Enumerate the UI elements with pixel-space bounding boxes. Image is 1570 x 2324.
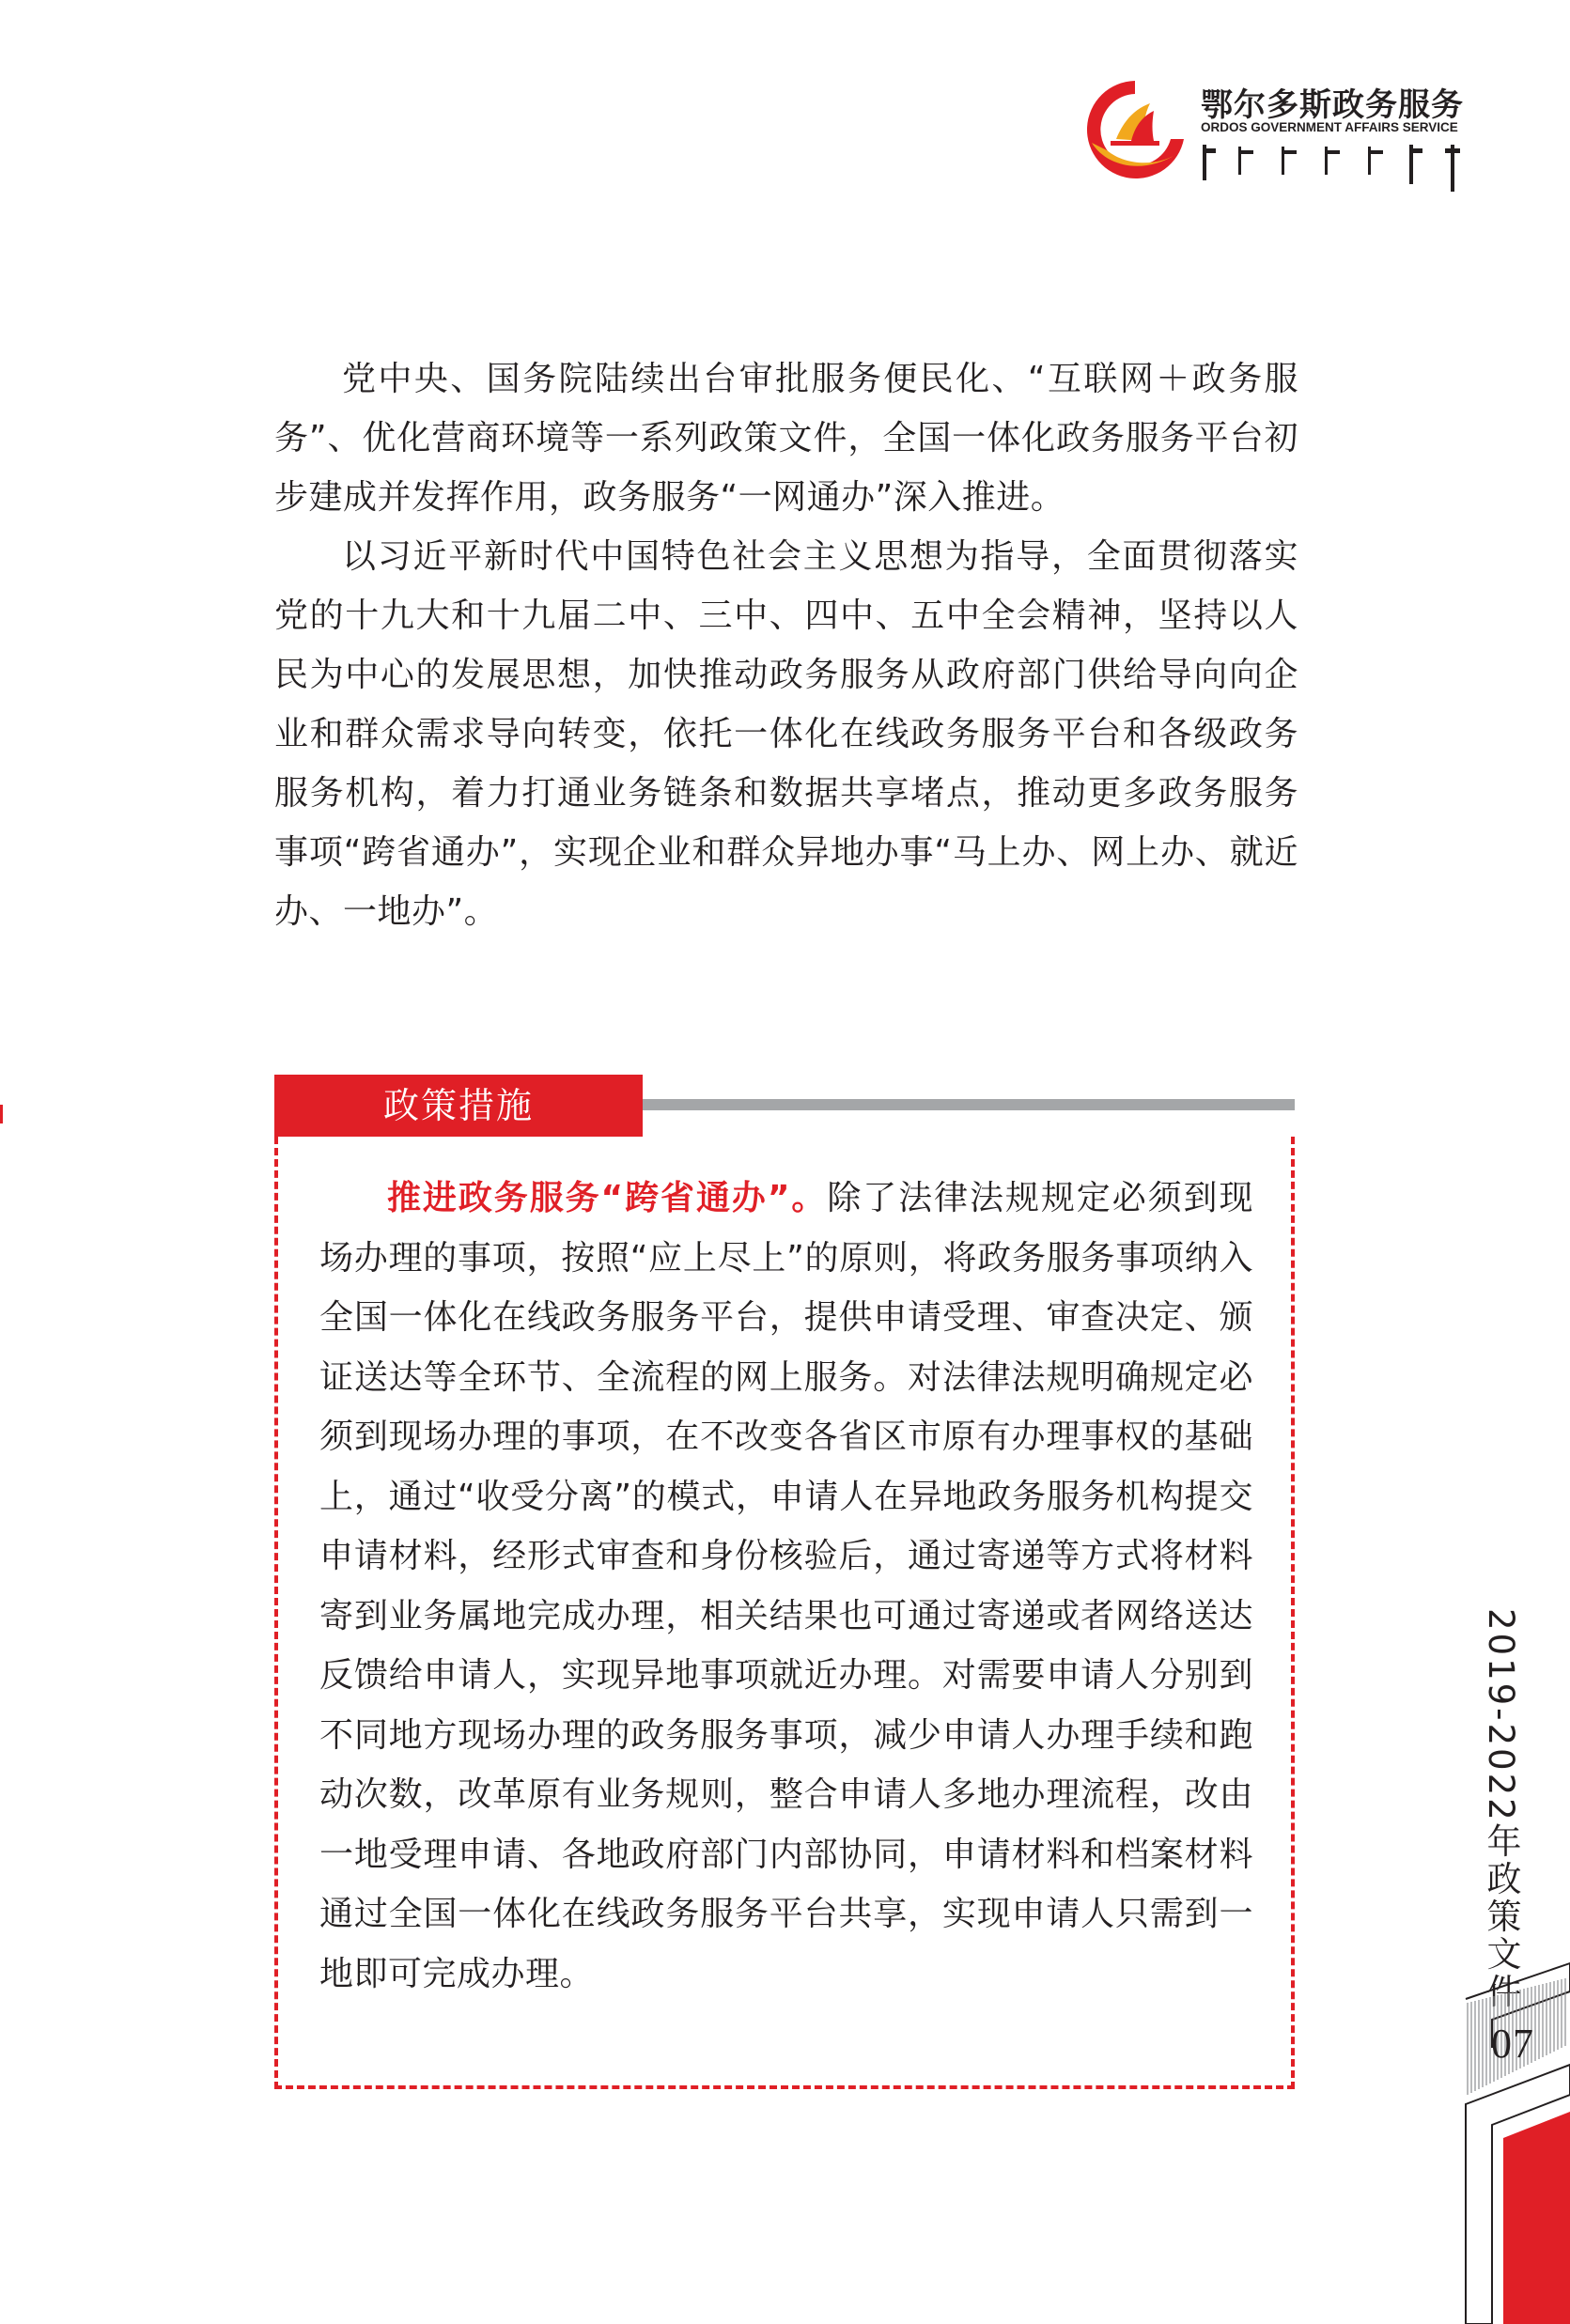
policy-body: 除了法律法规规定必须到现场办理的事项，按照“应上尽上”的原则，将政务服务事项纳入全国一体化在线政务服务平台，提供申请受理、审查决定、颁证送达等全环节、全流程的网上服务。对法律法规明确规定必须到现场办理的事项，在不改变各省区市原有办理事权的基础上，通过“收受分离”的模式，申请人在异地政务服务机构提交申请材料，经形式审查和身份核验后，通过寄递等方式将材料寄到业务属地完成办理，相关结果也可通过寄递或者网络送达反馈给申请人，实现异地事项就近办理。对需要申请人分别到不同地方现场办理的政务服务事项，减少申请人办理手续和跑动次数，改革原有业务规则，整合申请人多地办理流程，改由一地受理申请、各地政府部门内部协同，申请材料和档案材料通过全国一体化在线政务服务平台共享，实现申请人只需到一地即可完成办理。 <box>319 1179 1253 1993</box>
section-title-tab: 政策措施 <box>274 1075 643 1137</box>
intro-paragraph: 以习近平新时代中国特色社会主义思想为指导，全面贯彻落实党的十九大和十九届二中、三中、四中、五中全会精神，坚持以人民为中心的发展思想，加快推动政务服务从政府部门供给导向向企业和群众需求导向转变，依托一体化在线政务服务平台和各级政务服务机构，着力打通业务链条和数据共享堵点，推动更多政务服务事项“跨省通办”，实现企业和群众异地办事“马上办、网上办、就近办、一地办”。 <box>274 537 1298 931</box>
section-divider <box>643 1099 1295 1110</box>
intro-paragraph: 党中央、国务院陆续出台审批服务便民化、“互联网＋政务服务”、优化营商环境等一系列政策文件，全国一体化政务服务平台初步建成并发挥作用，政务服务“一网通办”深入推进。 <box>274 360 1298 517</box>
logo-subtitle: ORDOS GOVERNMENT AFFAIRS SERVICE <box>1201 120 1458 134</box>
policy-paragraph <box>319 1169 1253 2004</box>
page-number: 07 <box>1491 2021 1534 2067</box>
logo-title: 鄂尔多斯政务服务 <box>1201 86 1464 124</box>
logo-emblem-icon <box>1079 73 1191 186</box>
page-corner-decoration <box>1447 1954 1570 2324</box>
policy-lead-heading: 推进政务服务“跨省通办”。 <box>387 1179 828 1217</box>
margin-tick-mark <box>0 1105 3 1123</box>
intro-text <box>274 349 1298 941</box>
document-series-label: 2019-2022年政策文件 <box>1481 1608 1521 2011</box>
ordos-gov-service-logo <box>1079 73 1473 195</box>
mongolian-script-logo-text <box>1201 141 1464 192</box>
